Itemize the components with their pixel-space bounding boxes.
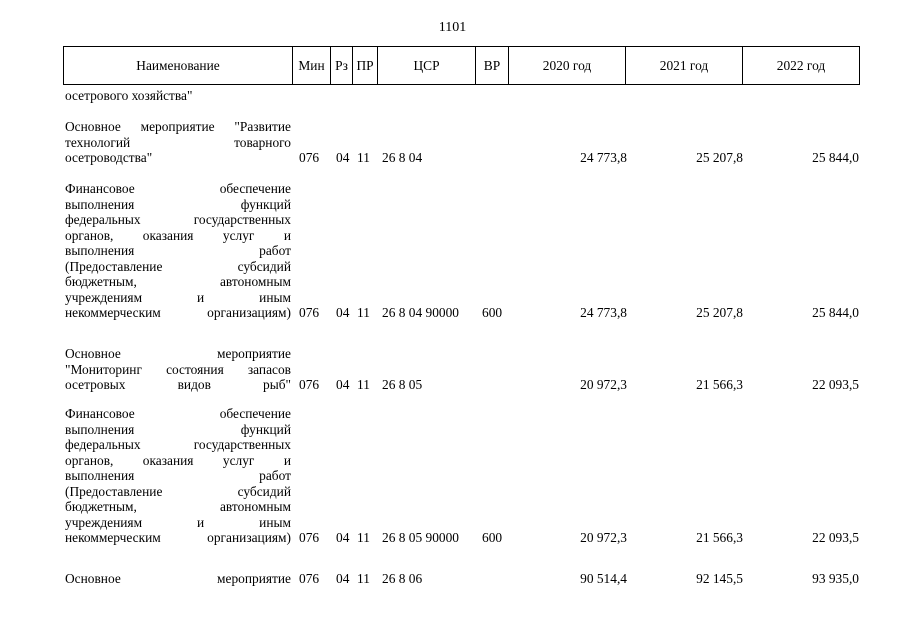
row-value-2020: 20 972,3 xyxy=(580,530,627,545)
row-name-line: учреждениям и иным xyxy=(65,514,291,530)
row-name xyxy=(65,571,291,587)
row-name-line: (Предоставление субсидий xyxy=(65,483,291,499)
header-min: Мин xyxy=(293,47,331,85)
row-name-line: осетрового хозяйства" xyxy=(65,88,193,103)
row-pr: 11 xyxy=(357,530,370,545)
row-min: 076 xyxy=(299,571,320,586)
row-rz: 04 xyxy=(336,571,350,586)
row-rz: 04 xyxy=(336,377,350,392)
row-name-line: выполнения работ xyxy=(65,468,291,483)
row-vr: 600 xyxy=(482,530,503,545)
row-name-line: некоммерческим организациям) xyxy=(65,530,291,545)
row-value-2022: 25 844,0 xyxy=(812,305,859,320)
row-csr: 26 8 06 xyxy=(382,571,423,586)
row-name-line: органов, оказания услуг и xyxy=(65,452,291,468)
header-2021: 2021 год xyxy=(626,47,743,85)
row-csr: 26 8 05 90000 xyxy=(382,530,459,545)
row-csr: 26 8 05 xyxy=(382,377,423,392)
row-pr: 11 xyxy=(357,150,370,165)
row-csr: 26 8 04 xyxy=(382,150,423,165)
row-name-line: Основное мероприятие "Развитие xyxy=(65,119,291,134)
row-name xyxy=(65,181,291,321)
row-value-2022: 25 844,0 xyxy=(812,150,859,165)
row-value-2021: 92 145,5 xyxy=(696,571,743,586)
row-name-line: осетровых видов рыб" xyxy=(65,377,291,392)
row-name-line: Основное мероприятие xyxy=(65,571,291,586)
row-min: 076 xyxy=(299,530,320,545)
row-name-line: некоммерческим организациям) xyxy=(65,305,291,320)
row-name-line: Финансовое обеспечение xyxy=(65,181,291,196)
row-value-2021: 25 207,8 xyxy=(696,150,743,165)
header-rz: Рз xyxy=(331,47,353,85)
row-value-2022: 22 093,5 xyxy=(812,530,859,545)
row-name-line: выполнения функций xyxy=(65,421,291,437)
row-value-2022: 22 093,5 xyxy=(812,377,859,392)
row-name xyxy=(65,88,291,104)
row-name-line: бюджетным, автономным xyxy=(65,274,291,289)
row-name xyxy=(65,406,291,546)
row-name-line: выполнения функций xyxy=(65,196,291,212)
row-min: 076 xyxy=(299,305,320,320)
row-value-2020: 24 773,8 xyxy=(580,305,627,320)
row-rz: 04 xyxy=(336,530,350,545)
row-name-line: Финансовое обеспечение xyxy=(65,406,291,421)
header-pr: ПР xyxy=(353,47,378,85)
row-rz: 04 xyxy=(336,150,350,165)
header-name: Наименование xyxy=(64,47,293,85)
row-vr: 600 xyxy=(482,305,503,320)
row-min: 076 xyxy=(299,150,320,165)
row-name-line: бюджетным, автономным xyxy=(65,499,291,514)
row-pr: 11 xyxy=(357,571,370,586)
header-vr: ВР xyxy=(476,47,509,85)
row-value-2021: 25 207,8 xyxy=(696,305,743,320)
row-name-line: выполнения работ xyxy=(65,243,291,258)
row-value-2021: 21 566,3 xyxy=(696,530,743,545)
page-number: 1101 xyxy=(438,20,467,35)
row-name-line: осетроводства" xyxy=(65,150,153,165)
table-header xyxy=(63,46,860,85)
row-rz: 04 xyxy=(336,305,350,320)
row-value-2020: 20 972,3 xyxy=(580,377,627,392)
row-name-line: технологий товарного xyxy=(65,134,291,150)
row-value-2020: 24 773,8 xyxy=(580,150,627,165)
row-name-line: "Мониторинг состояния запасов xyxy=(65,361,291,377)
row-pr: 11 xyxy=(357,305,370,320)
row-csr: 26 8 04 90000 xyxy=(382,305,459,320)
row-value-2022: 93 935,0 xyxy=(812,571,859,586)
row-value-2021: 21 566,3 xyxy=(696,377,743,392)
row-name-line: федеральных государственных xyxy=(65,437,291,452)
row-name xyxy=(65,119,291,166)
row-min: 076 xyxy=(299,377,320,392)
header-2020: 2020 год xyxy=(509,47,626,85)
row-name-line: (Предоставление субсидий xyxy=(65,258,291,274)
header-2022: 2022 год xyxy=(743,47,860,85)
row-name-line: федеральных государственных xyxy=(65,212,291,227)
row-name xyxy=(65,346,291,393)
header-csr: ЦСР xyxy=(378,47,476,85)
row-name-line: Основное мероприятие xyxy=(65,346,291,361)
row-name-line: учреждениям и иным xyxy=(65,289,291,305)
row-name-line: органов, оказания услуг и xyxy=(65,227,291,243)
row-pr: 11 xyxy=(357,377,370,392)
row-value-2020: 90 514,4 xyxy=(580,571,627,586)
